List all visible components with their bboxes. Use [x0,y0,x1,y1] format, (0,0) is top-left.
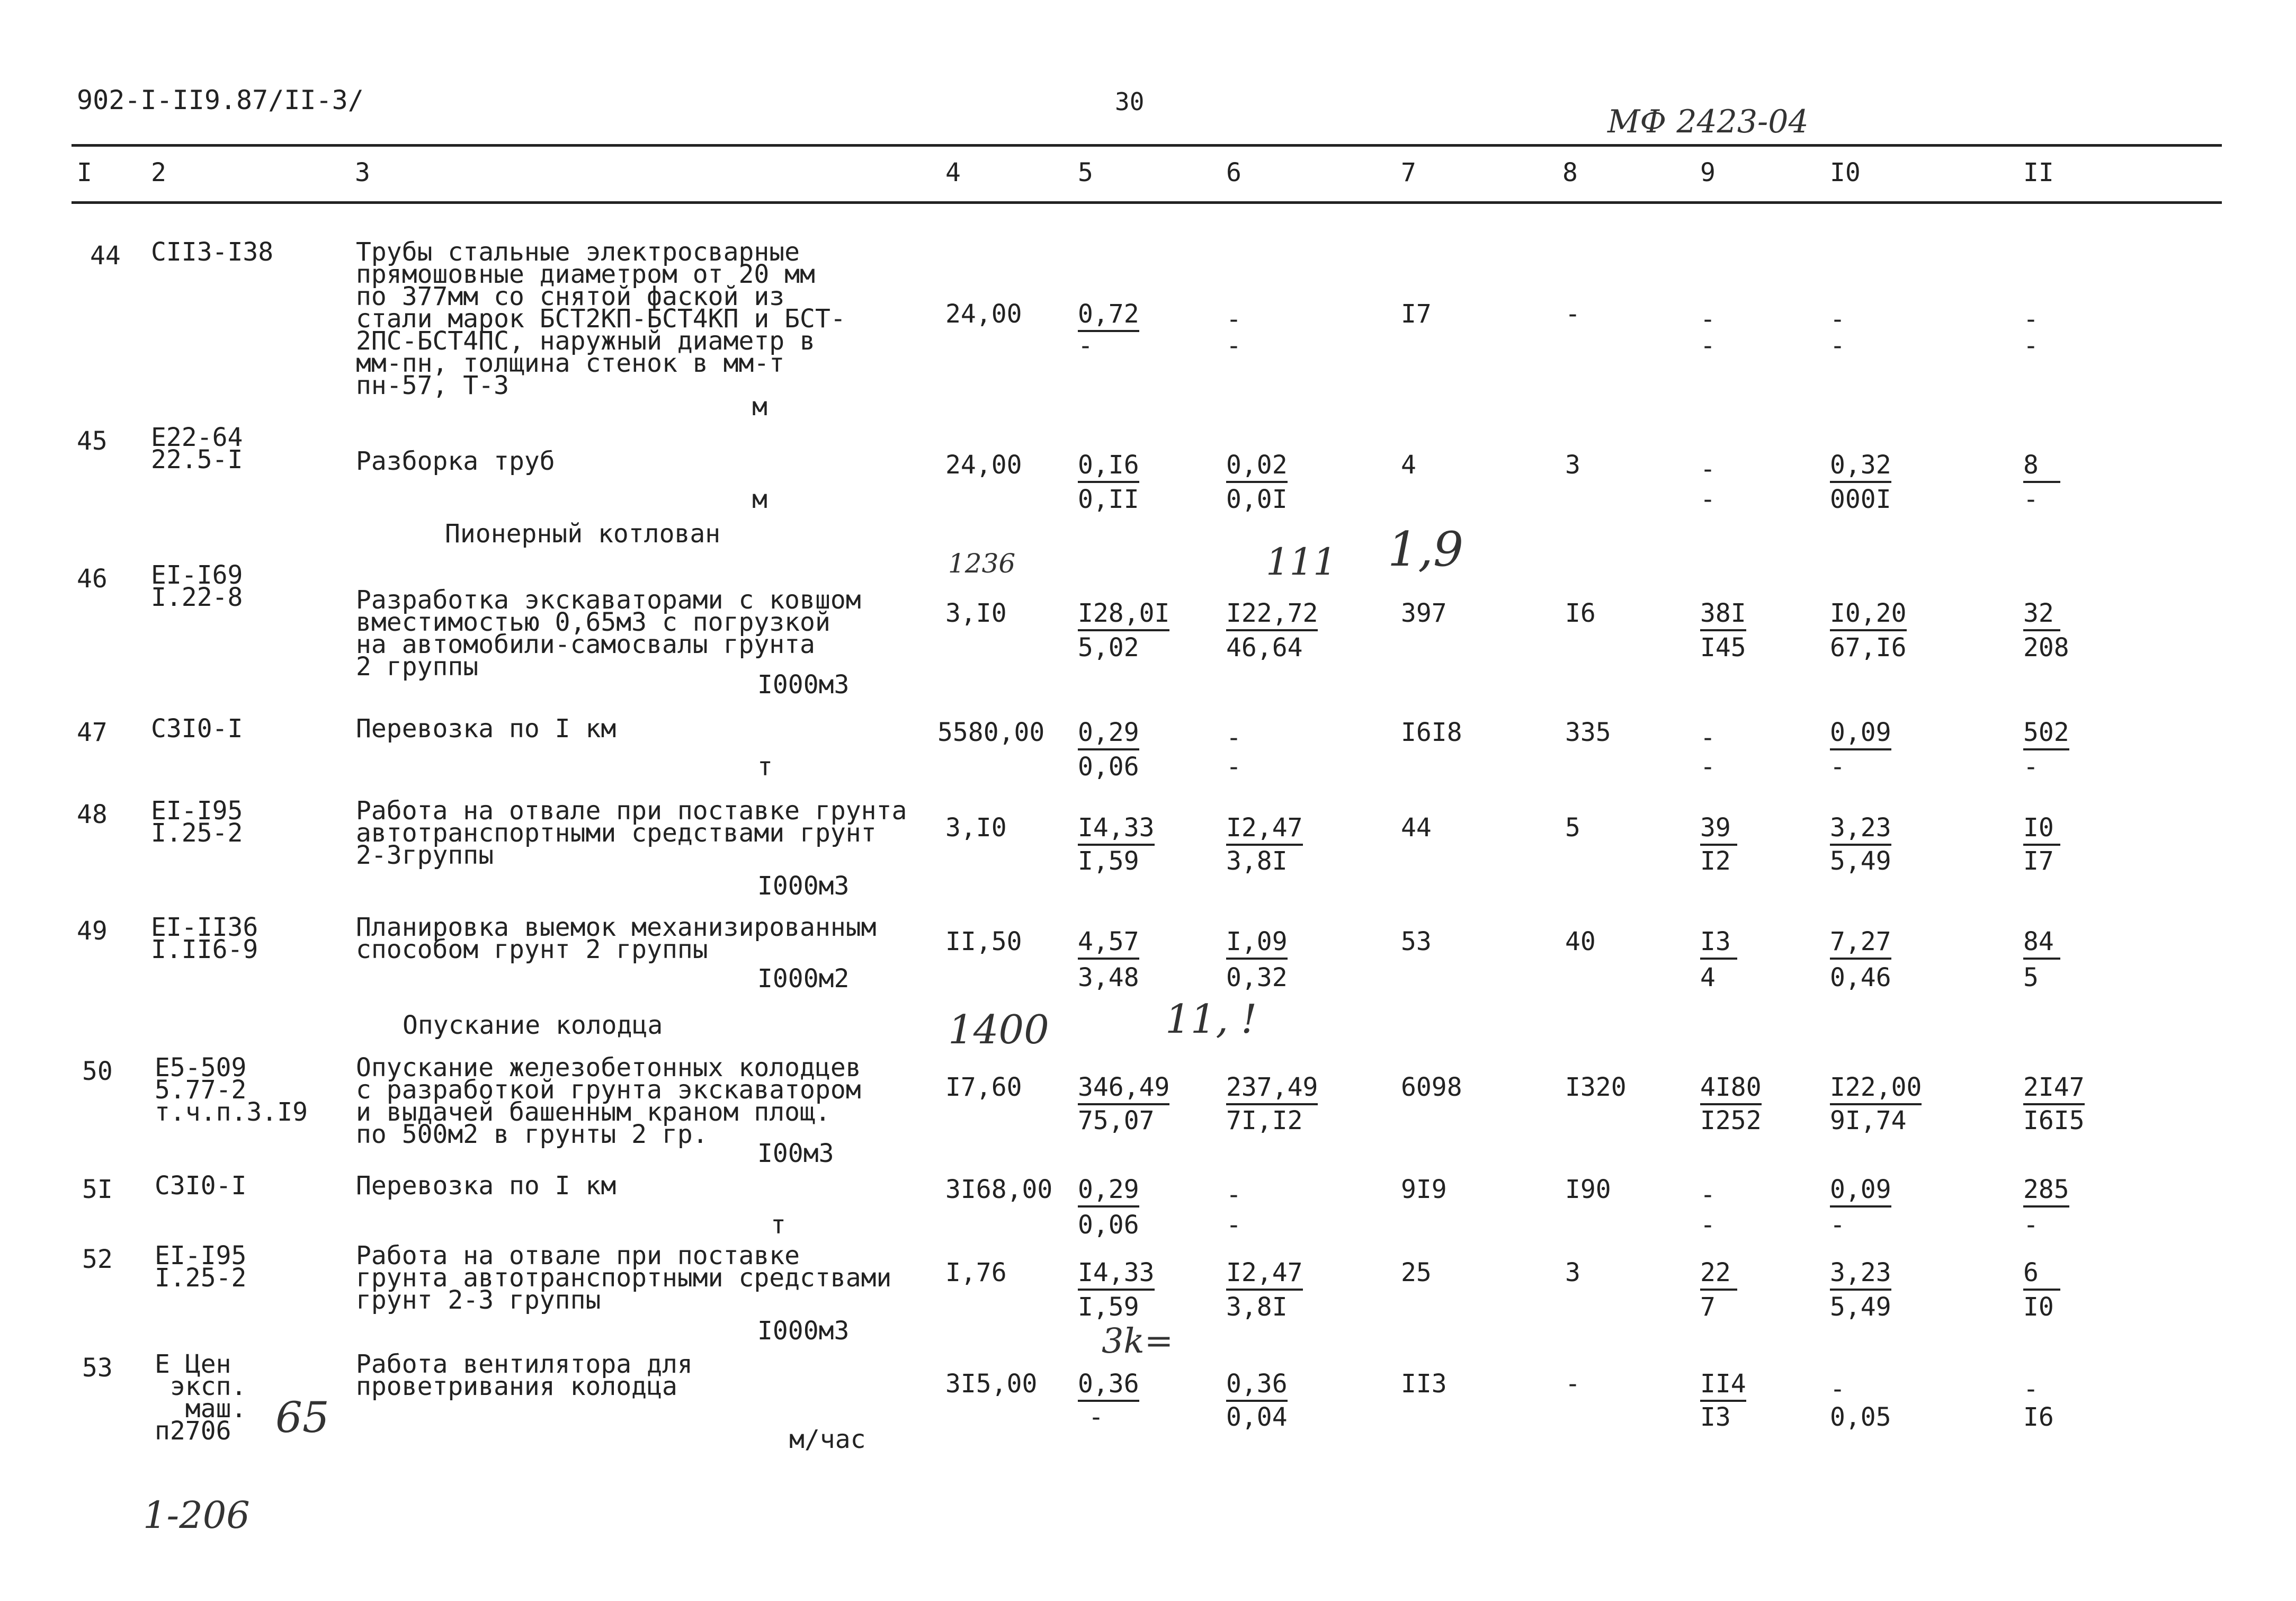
col5-bottom: - [1088,1402,1104,1432]
col-header-7: 7 [1401,158,1416,187]
col7: 6098 [1401,1072,1462,1102]
norm-code: EI-I69 I.22-8 [151,560,243,612]
unit: I00м3 [757,1139,834,1168]
col9-top: - [1700,1180,1716,1210]
norm-code: E5-509 5.77-2 т.ч.п.3.I9 [155,1053,308,1127]
handwritten-note: 1-206 [143,1493,250,1537]
work-description: Опускание железобетонных колодцев с разработкой грунта экскаватором и выдачей башенным краном площ. по 500м2 в грунты 2 гр. [356,1053,861,1149]
col10-top [1830,813,1891,846]
col5-top [1078,1175,1139,1208]
work-description: Работа на отвале при поставке грунта автотранспортными средствами грунт 2-3группы [356,796,907,870]
col9-bottom: 4 [1700,963,1716,992]
col5-bottom: I,59 [1078,1292,1139,1322]
work-description: Работа вентилятора для проветривания колодца [356,1349,693,1401]
row-number: 47 [77,718,108,747]
row-number: 5I [82,1175,113,1204]
col5-bottom: 0,06 [1078,1210,1139,1240]
col6-top-value: I22,72 [1226,598,1318,631]
col5-top-value: I4,33 [1078,1258,1155,1291]
col5-top-value: I4,33 [1078,813,1155,846]
col-header-6: 6 [1226,158,1241,187]
handwritten-note: 1236 [948,548,1016,579]
col10-bottom: - [1830,331,1845,361]
col9-bottom: I3 [1700,1402,1731,1432]
col5-top [1078,718,1139,750]
col9-top-value: 38I [1700,598,1746,631]
col5-top [1078,598,1169,631]
col7: 44 [1401,813,1432,843]
col11-top [2023,598,2060,631]
handwritten-note: 111 [1266,540,1337,584]
col9-top-value: I3 [1700,927,1737,960]
col5-bottom: 5,02 [1078,633,1139,663]
col9-bottom: I45 [1700,633,1746,663]
col7: 9I9 [1401,1175,1447,1204]
quantity: I,76 [945,1258,1007,1287]
col5-top [1078,1072,1169,1105]
col10-top: - [1830,305,1845,334]
col11-top-value: I0 [2023,813,2060,846]
col8: 3 [1565,1258,1580,1287]
col8: I90 [1565,1175,1611,1204]
quantity: 3,I0 [945,813,1007,843]
col5-top [1078,299,1139,332]
norm-code: CII3-I38 [151,237,274,267]
col-header-2: 2 [151,158,166,187]
col5-top-value: 346,49 [1078,1072,1169,1105]
col10-top-value: 0,09 [1830,1175,1891,1208]
unit: I000м2 [757,964,850,994]
col10-top-value: 7,27 [1830,927,1891,960]
col11-top [2023,1175,2069,1208]
col-header-3: 3 [355,158,370,187]
handwritten-note: 65 [275,1393,329,1442]
col8: - [1565,299,1580,329]
col10-top: - [1830,1374,1845,1404]
col11-bottom: I6I5 [2023,1106,2085,1135]
col5-bottom: - [1078,331,1093,361]
col9-top-value: 22 [1700,1258,1737,1291]
col-header-5: 5 [1078,158,1093,187]
col5-bottom: I,59 [1078,846,1139,876]
handwritten-note: 1400 [948,1006,1049,1053]
col10-top-value: 0,32 [1830,450,1891,483]
work-description: Перевозка по I км [356,1171,617,1201]
quantity: 5580,00 [937,718,1045,747]
col5-top-value: 0,29 [1078,718,1139,750]
header-top-rule [72,144,2222,147]
col6-bottom: 0,04 [1226,1402,1288,1432]
col5-top [1078,1369,1139,1402]
work-description: Разборка труб [356,446,555,476]
col11-top [2023,1072,2085,1105]
col8: - [1565,1369,1580,1399]
section-heading: Опускание колодца [403,1010,663,1040]
col9-top: - [1700,454,1716,484]
col5-top-value: 0,29 [1078,1175,1139,1208]
col9-top [1700,1258,1737,1291]
col10-bottom: 000I [1830,485,1891,514]
handwritten-note: 11, ! [1165,996,1257,1042]
col9-top-value: 39 [1700,813,1737,846]
col11-top [2023,927,2060,960]
col10-top [1830,598,1907,631]
doc-code: 902-I-II9.87/II-3/ [77,85,364,115]
col-header-8: 8 [1562,158,1578,187]
col6-bottom: 0,0I [1226,485,1288,514]
col11-bottom: 208 [2023,633,2069,663]
col10-top [1830,1072,1922,1105]
col10-bottom: 9I,74 [1830,1106,1907,1135]
col5-top-value: 0,I6 [1078,450,1139,483]
col11-bottom: I6 [2023,1402,2054,1432]
col6-top [1226,598,1318,631]
row-number: 52 [82,1245,113,1274]
col11-top: - [2023,1374,2039,1404]
row-number: 46 [77,564,108,594]
col6-top-value: I2,47 [1226,1258,1303,1291]
col6-top [1226,450,1288,483]
col9-top [1700,1072,1762,1105]
col5-top [1078,450,1139,483]
col9-bottom: - [1700,752,1716,782]
col10-bottom: 5,49 [1830,846,1891,876]
col5-top [1078,927,1139,960]
col10-top [1830,927,1891,960]
col7: I7 [1401,299,1432,329]
row-number: 53 [82,1353,113,1383]
work-description: Планировка выемок механизированным способом грунт 2 группы [356,913,877,964]
col6-top: - [1226,1180,1241,1210]
quantity: 3,I0 [945,598,1007,628]
row-number: 50 [82,1057,113,1086]
col11-top: - [2023,305,2039,334]
col6-bottom: - [1226,752,1241,782]
unit: I000м3 [757,1316,850,1346]
col11-top [2023,450,2060,483]
col7: 25 [1401,1258,1432,1287]
col10-bottom: - [1830,1210,1845,1240]
col9-bottom: - [1700,1210,1716,1240]
col9-bottom: 7 [1700,1292,1716,1322]
col11-top [2023,813,2060,846]
col6-top-value: 0,02 [1226,450,1288,483]
col10-bottom: 67,I6 [1830,633,1907,663]
col10-top [1830,718,1891,750]
row-number: 44 [90,241,121,271]
col6-top [1226,1072,1318,1105]
col9-bottom: I252 [1700,1106,1762,1135]
col10-top [1830,1175,1891,1208]
col6-top [1226,813,1303,846]
col9-bottom: - [1700,485,1716,514]
col6-top-value: 0,36 [1226,1369,1288,1402]
quantity: II,50 [945,927,1022,956]
col5-top-value: 4,57 [1078,927,1139,960]
col11-top-value: 8 [2023,450,2060,483]
page-number: 30 [1115,87,1145,116]
col11-top-value: 2I47 [2023,1072,2085,1105]
unit: м/час [789,1425,866,1454]
col5-top-value: I28,0I [1078,598,1169,631]
col5-bottom: 3,48 [1078,963,1139,992]
col7: II3 [1401,1369,1447,1399]
col10-top-value: 0,09 [1830,718,1891,750]
norm-code: E22-64 22.5-I [151,423,243,475]
col11-bottom: - [2023,331,2039,361]
col6-bottom: 3,8I [1226,846,1288,876]
col11-top-value: 285 [2023,1175,2069,1208]
col6-bottom: - [1226,331,1241,361]
work-description: Перевозка по I км [356,714,617,744]
col7: I6I8 [1401,718,1462,747]
unit: м [752,485,767,514]
col8: 5 [1565,813,1580,843]
col7: 4 [1401,450,1416,480]
work-description: Разработка экскаваторами с ковшом вместимостью 0,65м3 с погрузкой на автомобили-самосвалы грунта 2 группы [356,585,861,682]
col10-top [1830,450,1891,483]
quantity: 24,00 [945,450,1022,480]
handwritten-note: 1,9 [1388,522,1464,577]
col6-bottom: 0,32 [1226,963,1288,992]
col10-bottom: 5,49 [1830,1292,1891,1322]
col10-top-value: 3,23 [1830,1258,1891,1291]
col6-top-value: I2,47 [1226,813,1303,846]
col-header-1: I [77,158,92,187]
col-header-9: 9 [1700,158,1716,187]
work-description: Работа на отвале при поставке грунта автотранспортными средствами грунт 2-3 группы [356,1241,892,1315]
quantity: 3I5,00 [945,1369,1038,1399]
col10-top-value: I0,20 [1830,598,1907,631]
col5-top [1078,1258,1155,1291]
col-header-4: 4 [945,158,961,187]
header-bottom-rule [72,201,2222,204]
col5-top-value: 0,36 [1078,1369,1139,1402]
quantity: I7,60 [945,1072,1022,1102]
col9-top-value: II4 [1700,1369,1746,1402]
unit: I000м3 [757,871,850,901]
col11-top [2023,1258,2060,1291]
handwritten-note: 3k= [1102,1321,1174,1361]
col6-bottom: - [1226,1210,1241,1240]
col9-bottom: - [1700,331,1716,361]
col9-top [1700,813,1737,846]
col8: 40 [1565,927,1596,956]
col6-bottom: 46,64 [1226,633,1303,663]
col10-top [1830,1258,1891,1291]
col10-bottom: 0,05 [1830,1402,1891,1432]
col10-bottom: 0,46 [1830,963,1891,992]
stamp-number: МФ 2423-04 [1607,103,1809,140]
col6-top [1226,1369,1288,1402]
row-number: 49 [77,916,108,946]
col8: 3 [1565,450,1580,480]
col5-bottom: 0,06 [1078,752,1139,782]
unit: м [752,392,767,422]
col9-top [1700,927,1737,960]
col11-bottom: I0 [2023,1292,2054,1322]
row-number: 48 [77,800,108,829]
norm-code: E Цен эксп. маш. п2706 [155,1349,247,1446]
col9-bottom: I2 [1700,846,1731,876]
norm-code: EI-II36 I.II6-9 [151,913,258,964]
quantity: 24,00 [945,299,1022,329]
col9-top [1700,1369,1746,1402]
col-header-10: I0 [1830,158,1861,187]
col5-top [1078,813,1155,846]
col8: I320 [1565,1072,1627,1102]
col9-top [1700,598,1746,631]
unit: I000м3 [757,670,850,700]
col7: 53 [1401,927,1432,956]
unit: т [771,1210,786,1240]
col10-top-value: 3,23 [1830,813,1891,846]
col6-bottom: 3,8I [1226,1292,1288,1322]
col6-top [1226,1258,1303,1291]
col11-top-value: 32 [2023,598,2060,631]
col11-bottom: - [2023,1210,2039,1240]
col10-top-value: I22,00 [1830,1072,1922,1105]
col9-top: - [1700,723,1716,753]
col7: 397 [1401,598,1447,628]
col6-top-value: 237,49 [1226,1072,1318,1105]
col11-bottom: 5 [2023,963,2039,992]
col6-top: - [1226,723,1241,753]
col5-top-value: 0,72 [1078,299,1139,332]
row-number: 45 [77,426,108,456]
col9-top: - [1700,305,1716,334]
col9-top-value: 4I80 [1700,1072,1762,1105]
norm-code: C3I0-I [155,1171,247,1201]
unit: т [757,752,773,782]
col-header-11: II [2023,158,2054,187]
col11-bottom: - [2023,485,2039,514]
col6-top: - [1226,305,1241,334]
col11-top [2023,718,2069,750]
work-description: Трубы стальные электросварные прямошовные диаметром от 20 мм по 377мм со снятой фаской из стали марок БСТ2КП-БСТ4КП и БСТ- 2ПС-БСТ4ПС, наружный диаметр в мм-пн, толщина стенок в мм-т пн-57, Т-3 [356,237,846,400]
col8: I6 [1565,598,1596,628]
col11-bottom: - [2023,752,2039,782]
norm-code: EI-I95 I.25-2 [151,796,243,848]
col10-bottom: - [1830,752,1845,782]
col11-top-value: 84 [2023,927,2060,960]
quantity: 3I68,00 [945,1175,1053,1204]
col5-bottom: 75,07 [1078,1106,1155,1135]
col8: 335 [1565,718,1611,747]
norm-code: C3I0-I [151,714,243,744]
col6-top-value: I,09 [1226,927,1288,960]
col5-bottom: 0,II [1078,485,1139,514]
col6-top [1226,927,1288,960]
col11-top-value: 6 [2023,1258,2060,1291]
col11-bottom: I7 [2023,846,2054,876]
col6-bottom: 7I,I2 [1226,1106,1303,1135]
col11-top-value: 502 [2023,718,2069,750]
section-heading: Пионерный котлован [445,519,721,549]
norm-code: EI-I95 I.25-2 [155,1241,247,1293]
